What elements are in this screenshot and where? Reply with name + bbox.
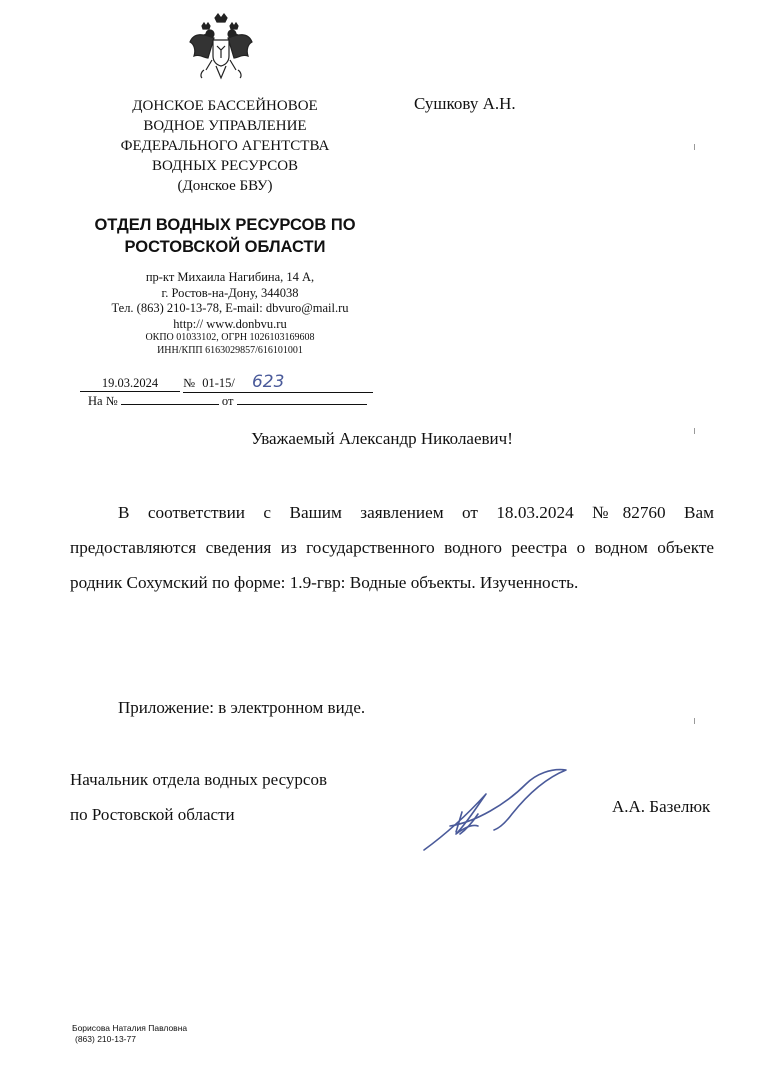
handwritten-signature [416, 764, 576, 854]
org-line: ВОДНОЕ УПРАВЛЕНИЕ [143, 118, 307, 134]
signatory-title-line1: Начальник отдела водных ресурсов [70, 770, 327, 789]
registration-number-line [80, 372, 373, 393]
ref-label: На № [88, 394, 118, 408]
dept-line: РОСТОВСКОЙ ОБЛАСТИ [124, 238, 326, 256]
phone-email-line: Тел. (863) 210-13-78, E-mail: dbvuro@mail.ru [111, 301, 349, 315]
handwritten-number: 623 [251, 372, 285, 392]
website-line: http:// www.donbvu.ru [173, 316, 287, 331]
reference-line [88, 392, 367, 409]
margin-mark [694, 144, 695, 150]
body-paragraph: В соответствии с Вашим заявлением от 18.03.2024 №82760 Вам предоставляются сведения из государственного водного реестра о водном объекте родник Сохумский по форме: 1.9-гвр: Водные объекты. Изученность. [70, 503, 714, 592]
org-line: ВОДНЫХ РЕСУРСОВ [151, 158, 299, 174]
ref-date-blank [237, 392, 367, 405]
city-line: г. Ростов-на-Дону, 344038 [161, 285, 299, 300]
okpo-ogrn-line: ОКПО 01033102, ОГРН 1026103169608 [145, 332, 315, 343]
org-line: ДОНСКОЕ БАССЕЙНОВОЕ [132, 98, 318, 114]
margin-mark [694, 428, 695, 434]
department-name [60, 214, 390, 258]
ref-number-blank [121, 392, 219, 405]
signatory-name: А.А. Базелюк [612, 797, 711, 816]
signatory-title [70, 762, 327, 832]
executor-name: Борисова Наталия Павловна [72, 1023, 188, 1033]
inn-kpp-line: ИНН/КПП 6163029857/616101001 [157, 344, 303, 356]
number-label: № [183, 376, 196, 390]
dept-line: ОТДЕЛ ВОДНЫХ РЕСУРСОВ ПО [94, 216, 356, 234]
margin-mark [694, 718, 695, 724]
russian-coat-of-arms-emblem [186, 12, 256, 84]
letter-number-field [183, 372, 373, 393]
executor-phone: (863) 210-13-77 [75, 1034, 136, 1044]
organization-name [70, 96, 380, 196]
address-line: пр-кт Михаила Нагибина, 14 А, [145, 270, 315, 284]
number-prefix: 01-15/ [202, 376, 235, 390]
contact-details [70, 270, 390, 357]
greeting: Уважаемый Александр Николаевич! [251, 429, 513, 448]
org-line: ФЕДЕРАЛЬНОГО АГЕНТСТВА [120, 138, 330, 154]
addressee: Сушкову А.Н. [414, 94, 516, 113]
letter-body [70, 495, 714, 600]
signatory-title-line2: по Ростовской области [70, 805, 235, 824]
org-line: (Донское БВУ) [177, 178, 273, 194]
ref-from-label: от [221, 394, 234, 408]
letter-date: 19.03.2024 [80, 376, 180, 392]
executor-info [72, 1023, 187, 1045]
annex-note: Приложение: в электронном виде. [118, 698, 366, 717]
